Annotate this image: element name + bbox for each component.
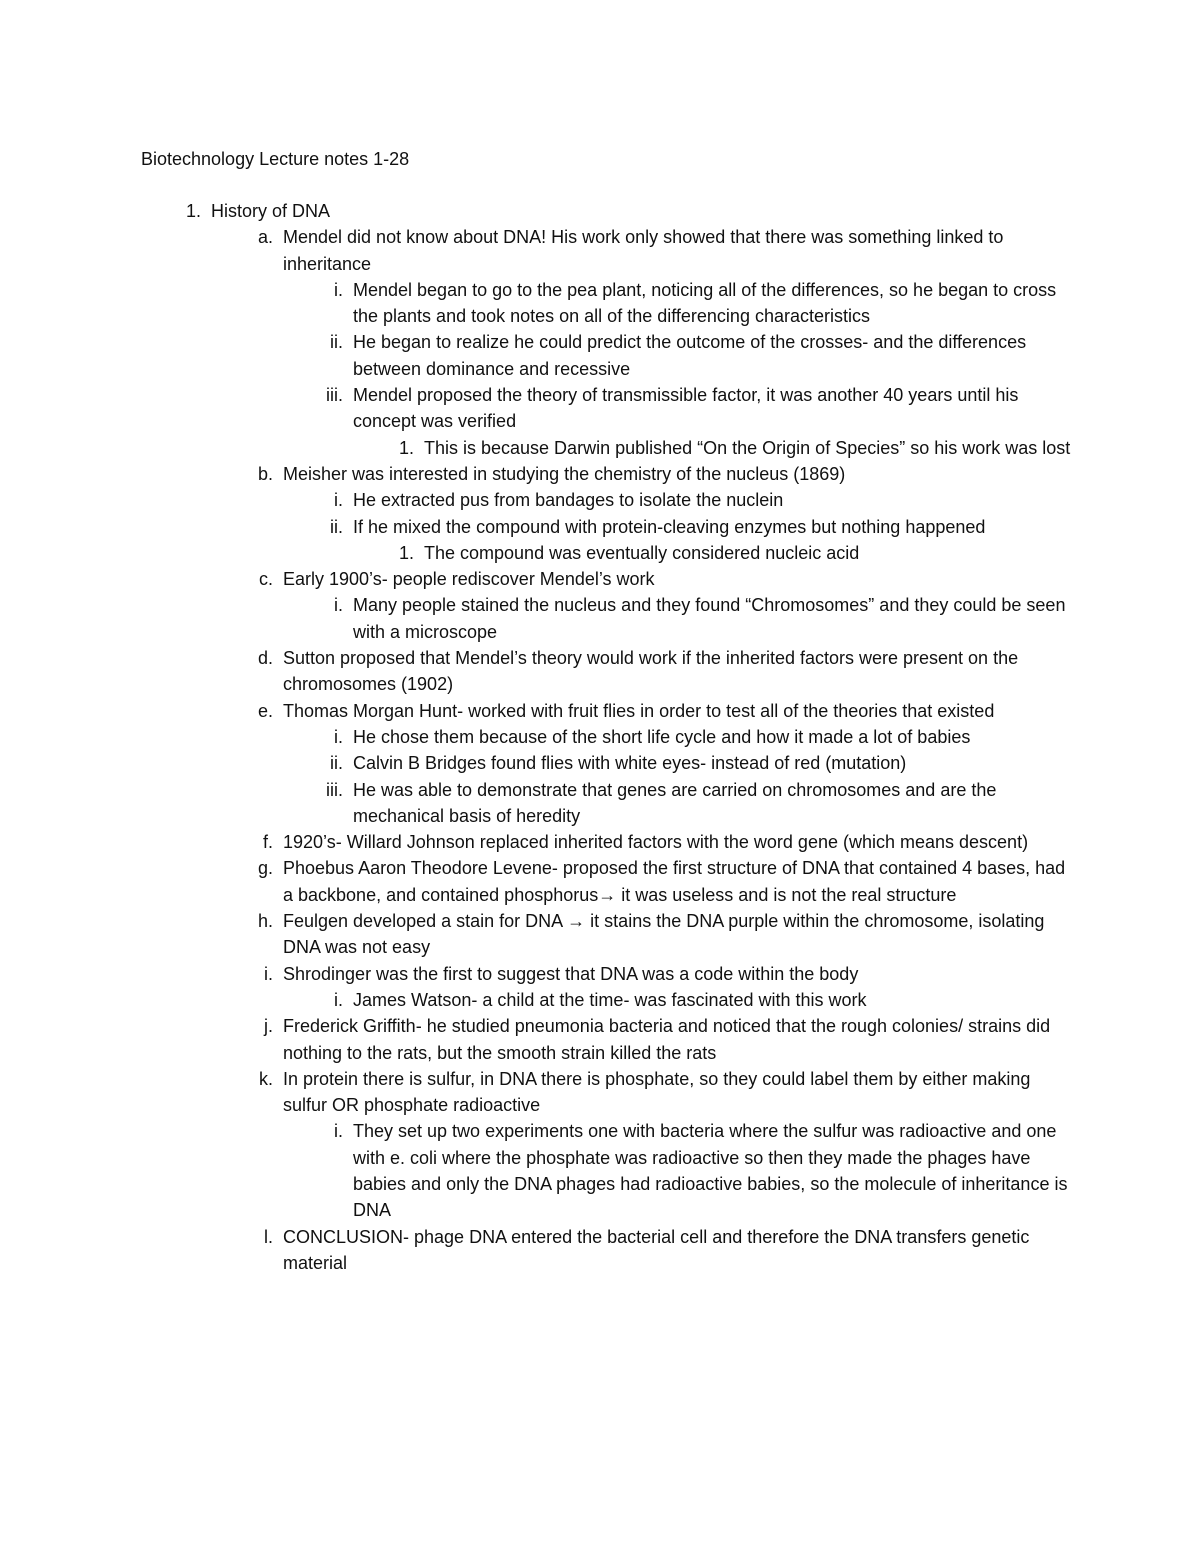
list-marker: e. (257, 700, 273, 721)
list-marker: 1. (398, 542, 414, 563)
list-item-text: Calvin B Bridges found flies with white eyes- instead of red (mutation) (353, 753, 907, 774)
list-marker: l. (264, 1226, 273, 1247)
list-item-text: Sutton proposed that Mendel’s theory would work if the inherited factors were present on the chromosomes (1902) (283, 648, 1019, 695)
outline-item (262, 829, 1073, 855)
outline-item (257, 224, 1073, 277)
outline-item (326, 777, 1073, 830)
outline-item (330, 514, 1073, 540)
outline-item (264, 1224, 1073, 1277)
outline-item (334, 1118, 1073, 1223)
list-marker: c. (258, 569, 273, 590)
outline-item (258, 1066, 1073, 1119)
list-item-text: Early 1900’s- people rediscover Mendel’s work (283, 569, 655, 590)
outline-item (334, 277, 1073, 330)
list-marker: k. (258, 1068, 273, 1089)
list-marker: i. (334, 989, 343, 1010)
outline-item (334, 724, 1073, 750)
list-item-text: Mendel did not know about DNA! His work only showed that there was something linked to inheritance (283, 227, 1004, 274)
list-item-text: James Watson- a child at the time- was fascinated with this work (353, 989, 867, 1010)
list-item-text: He was able to demonstrate that genes are carried on chromosomes and are the mechanical basis of heredity (353, 779, 997, 826)
list-item-text: 1920’s- Willard Johnson replaced inherited factors with the word gene (which means descent) (283, 832, 1029, 853)
list-item-text: This is because Darwin published “On the Origin of Species” so his work was lost (424, 437, 1071, 458)
list-item-text: Mendel began to go to the pea plant, noticing all of the differences, so he began to cross the plants and took notes on all of the differencing characteristics (353, 279, 1057, 327)
list-item-text: Frederick Griffith- he studied pneumonia bacteria and noticed that the rough colonies/ strains did nothing to the rats, but the smooth strain killed the rats (283, 1016, 1051, 1063)
outline-item (257, 461, 1073, 487)
outline-item (258, 566, 1073, 592)
list-item-text: Meisher was interested in studying the chemistry of the nucleus (1869) (283, 463, 846, 484)
list-item-text: He began to realize he could predict the outcome of the crosses- and the differences between dominance and recessive (353, 332, 1027, 379)
outline-item (264, 1013, 1073, 1066)
list-marker: g. (257, 858, 273, 879)
outline-item (398, 540, 1074, 566)
list-item-text: Feulgen developed a stain for DNA → it stains the DNA purple within the chromosome, isolating DNA was not easy (283, 911, 1045, 958)
outline-item (264, 961, 1073, 987)
list-marker: ii. (330, 753, 343, 774)
list-item-text: The compound was eventually considered nucleic acid (424, 542, 860, 563)
outline-item (257, 908, 1073, 961)
list-marker: 1. (398, 437, 414, 458)
notes-outline (0, 198, 1200, 1276)
list-item-text: Many people stained the nucleus and they found “Chromosomes” and they could be seen with a microscope (353, 595, 1066, 642)
list-marker: iii. (326, 779, 343, 800)
list-marker: i. (334, 726, 343, 747)
list-item-text: If he mixed the compound with protein-cleaving enzymes but nothing happened (353, 516, 986, 537)
list-marker: b. (257, 463, 273, 484)
list-item-text: Phoebus Aaron Theodore Levene- proposed the first structure of DNA that contained 4 bases, had a backbone, and contained phosphorus→ it was useless and is not the real structure (283, 858, 1066, 905)
list-marker: iii. (326, 385, 343, 406)
outline-item (334, 987, 1073, 1013)
list-marker: i. (334, 595, 343, 616)
list-item-text: They set up two experiments one with bacteria where the sulfur was radioactive and one with e. coli where the phosphate was radioactive so then they made the phages have babies and only the DNA phages had radioactive babies, so the molecule of inheritance is DNA (353, 1121, 1068, 1221)
list-marker: j. (264, 1016, 273, 1037)
list-item-text: Thomas Morgan Hunt- worked with fruit flies in order to test all of the theories that existed (283, 700, 995, 721)
outline-item (330, 750, 1073, 776)
list-item-text: He chose them because of the short life cycle and how it made a lot of babies (353, 726, 971, 747)
list-item-text: CONCLUSION- phage DNA entered the bacterial cell and therefore the DNA transfers genetic material (283, 1226, 1030, 1273)
outline-item (398, 435, 1074, 461)
list-item-text: Shrodinger was the first to suggest that DNA was a code within the body (283, 963, 859, 984)
list-marker: ii. (330, 332, 343, 353)
outline-item (334, 487, 1073, 513)
list-marker: a. (257, 227, 273, 248)
outline-item (334, 592, 1073, 645)
list-marker: f. (262, 832, 273, 853)
list-marker: i. (334, 490, 343, 511)
outline-item (326, 382, 1073, 435)
list-item-text: He extracted pus from bandages to isolate the nuclein (353, 490, 784, 511)
list-marker: ii. (330, 516, 343, 537)
outline-item (185, 198, 1071, 224)
outline-item (257, 645, 1073, 698)
outline-item (257, 698, 1073, 724)
document-title: Biotechnology Lecture notes 1-28 (141, 149, 410, 169)
list-item-text: History of DNA (211, 201, 331, 221)
list-marker: i. (264, 963, 273, 984)
list-marker: d. (257, 648, 273, 669)
list-marker: i. (334, 279, 343, 300)
list-marker: h. (257, 911, 273, 932)
list-item-text: Mendel proposed the theory of transmissible factor, it was another 40 years until his concept was verified (353, 385, 1019, 432)
outline-item (257, 855, 1073, 908)
outline-item (330, 329, 1073, 382)
list-item-text: In protein there is sulfur, in DNA there is phosphate, so they could label them by either making sulfur OR phosphate radioactive (283, 1068, 1031, 1116)
list-marker: i. (334, 1121, 343, 1142)
list-marker: 1. (185, 201, 201, 221)
